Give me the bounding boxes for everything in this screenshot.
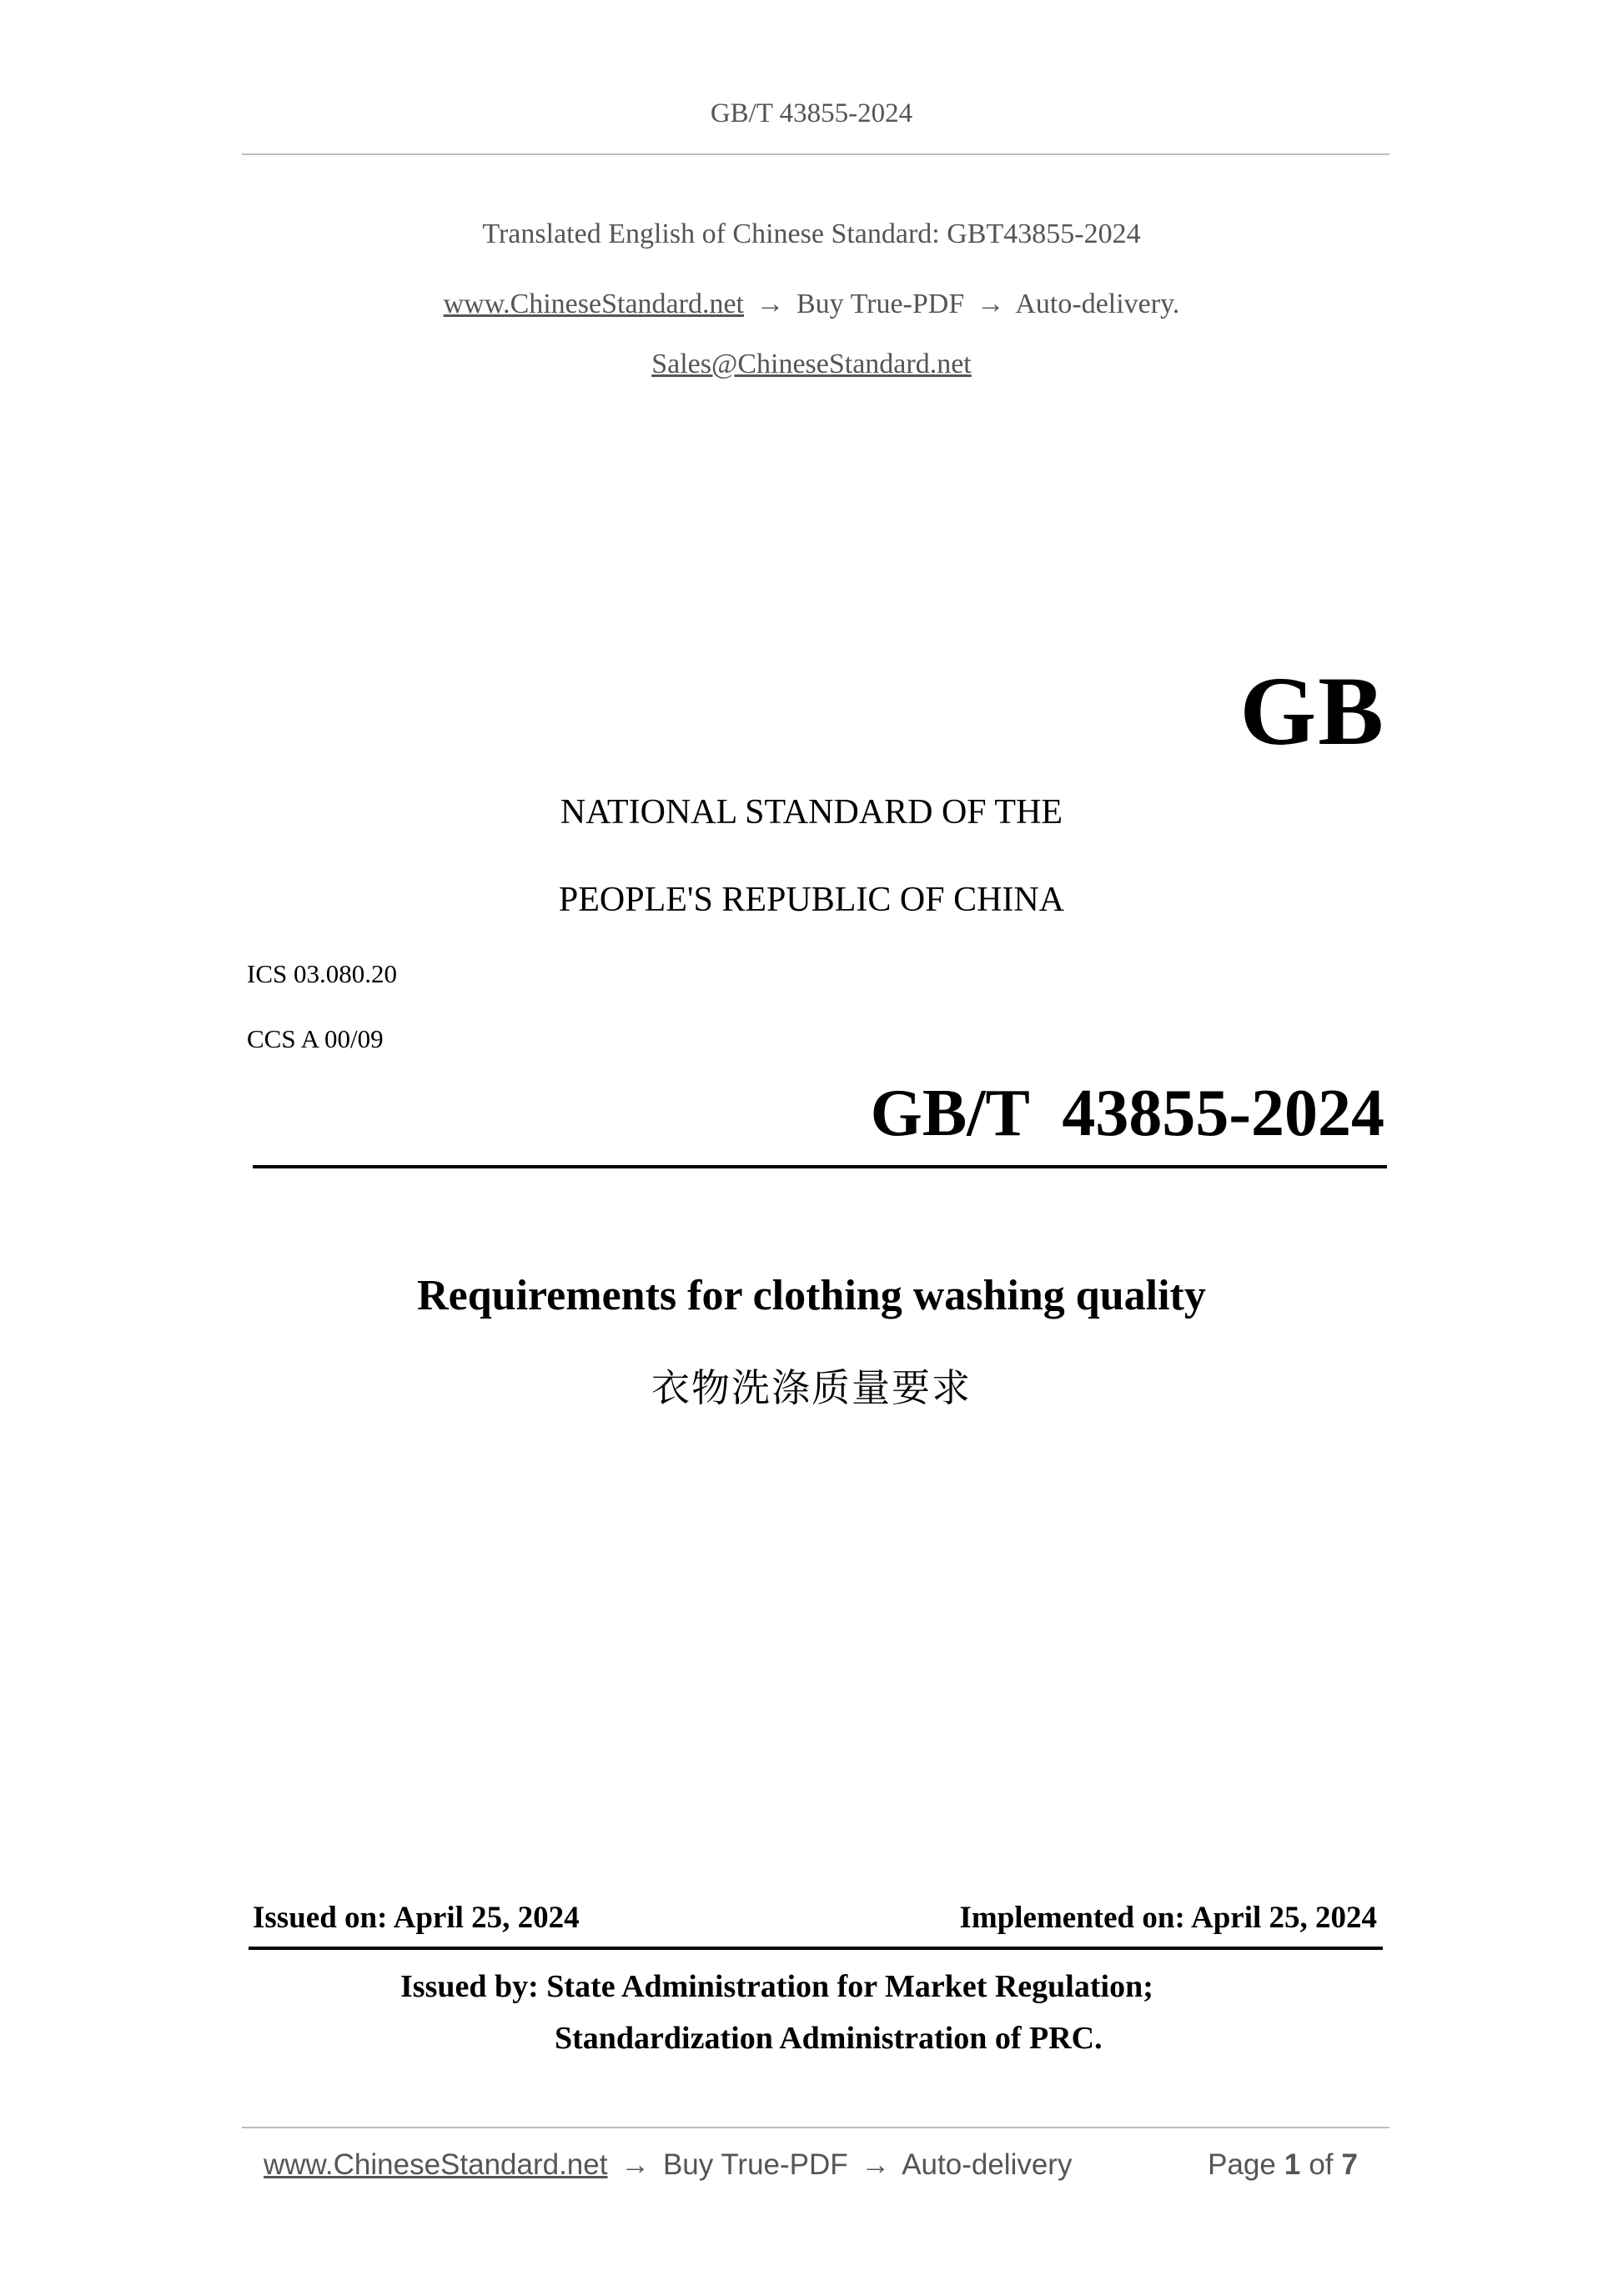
issued-on-date: Issued on: April 25, 2024 xyxy=(253,1901,580,1935)
translation-notice: Translated English of Chinese Standard: GBT43855-2024 xyxy=(482,219,1141,249)
issued-by-line-2: Standardization Administration of PRC. xyxy=(555,2021,1103,2056)
footer-delivery-text: Auto-delivery xyxy=(902,2148,1073,2181)
footer-purchase-line xyxy=(264,2148,1072,2182)
dates-divider xyxy=(249,1947,1383,1950)
issued-by-line-1: Issued by: State Administration for Market Regulation; xyxy=(400,1969,1153,2004)
national-standard-line-2: PEOPLE'S REPUBLIC OF CHINA xyxy=(558,881,1065,919)
footer-divider xyxy=(242,2127,1389,2128)
national-standard-line-1: NATIONAL STANDARD OF THE xyxy=(560,793,1063,831)
title-english: Requirements for clothing washing quality xyxy=(417,1272,1206,1319)
arrow-right-icon: → xyxy=(756,289,785,319)
website-link[interactable]: www.ChineseStandard.net xyxy=(443,289,744,319)
running-header-code: GB/T 43855-2024 xyxy=(710,98,913,128)
arrow-right-icon: → xyxy=(621,2148,651,2181)
standard-number: GB/T 43855-2024 xyxy=(870,1077,1384,1150)
arrow-right-icon: → xyxy=(976,289,1005,319)
header-divider xyxy=(242,153,1389,155)
page-current: 1 xyxy=(1284,2148,1301,2181)
page-indicator xyxy=(1208,2148,1366,2182)
title-chinese: 衣物洗涤质量要求 xyxy=(651,1365,972,1410)
email-line xyxy=(0,349,1623,380)
page-word: Page xyxy=(1208,2148,1276,2181)
implemented-on-date: Implemented on: April 25, 2024 xyxy=(959,1901,1377,1935)
footer-buy-text: Buy True-PDF xyxy=(662,2148,848,2181)
ccs-code: CCS A 00/09 xyxy=(247,1024,384,1053)
buy-text: Buy True-PDF xyxy=(796,289,965,319)
page-total: 7 xyxy=(1341,2148,1358,2181)
arrow-right-icon: → xyxy=(861,2148,891,2181)
gb-mark: GB xyxy=(1239,656,1385,766)
email-link[interactable]: Sales@ChineseStandard.net xyxy=(651,349,972,379)
purchase-line xyxy=(0,289,1623,320)
of-word: of xyxy=(1309,2148,1334,2181)
ics-code: ICS 03.080.20 xyxy=(247,959,397,988)
standard-number-divider xyxy=(253,1165,1387,1168)
delivery-text: Auto-delivery. xyxy=(1015,289,1180,319)
footer-website-link[interactable]: www.ChineseStandard.net xyxy=(264,2148,608,2181)
